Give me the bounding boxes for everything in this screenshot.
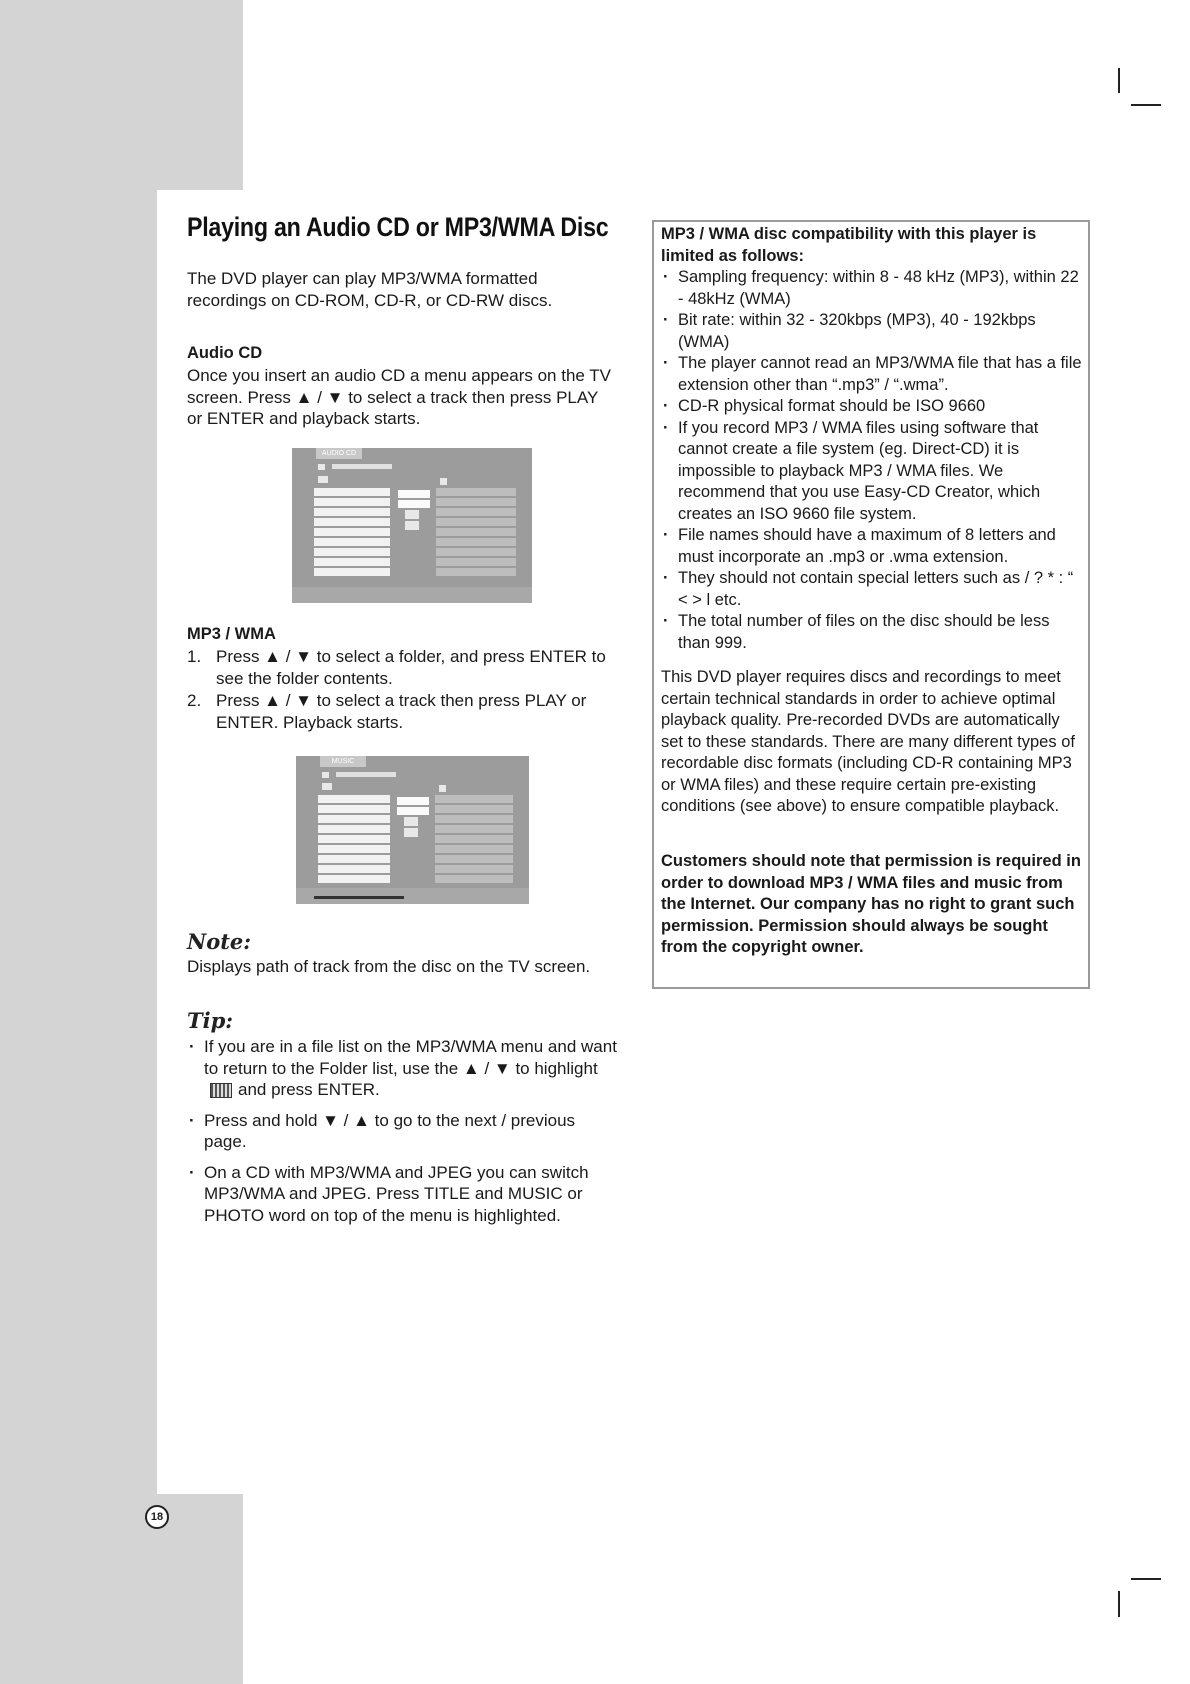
screen-tab-label: AUDIO CD bbox=[316, 448, 362, 459]
track-row bbox=[314, 548, 390, 556]
screen-status-bar bbox=[336, 772, 396, 777]
audio-cd-menu-screenshot bbox=[292, 448, 532, 603]
crop-mark-top-horizontal bbox=[1131, 104, 1161, 106]
program-row bbox=[435, 845, 513, 853]
compat-item: · They should not contain special letters such as / ? * : “ < > l etc. bbox=[661, 568, 1086, 611]
track-row bbox=[314, 558, 390, 566]
compatibility-heading: MP3 / WMA disc compatibility with this player is limited as follows: bbox=[661, 225, 1037, 265]
file-row bbox=[318, 825, 390, 833]
note-text: Displays path of track from the disc on the TV screen. bbox=[187, 957, 591, 976]
compat-item: · Sampling frequency: within 8 - 48 kHz (MP3), within 22 - 48kHz (WMA) bbox=[661, 267, 1086, 310]
note-heading: Note: bbox=[187, 929, 252, 954]
audio-cd-heading: Audio CD bbox=[187, 344, 263, 362]
standards-text: This DVD player requires discs and recordings to meet certain technical standards in order to achieve optimal playback quality. Pre-recorded DVDs are automatically set to these standards. There are many different types of recordable disc formats (including CD-R containing MP3 or WMA files) and these require certain pre-existing conditions (see above) to ensure compatible playback. bbox=[661, 668, 1075, 815]
file-row bbox=[318, 845, 390, 853]
step-number: 1. bbox=[187, 647, 202, 666]
crop-mark-bottom-horizontal bbox=[1131, 1578, 1161, 1580]
tip-item-text: On a CD with MP3/WMA and JPEG you can switch MP3/WMA and JPEG. Press TITLE and MUSIC or PHOTO word on top of the menu is highlighted. bbox=[204, 1162, 589, 1225]
file-row bbox=[318, 835, 390, 843]
program-row bbox=[435, 795, 513, 803]
program-icon bbox=[440, 478, 447, 485]
shuffle-icon bbox=[404, 828, 418, 837]
track-row bbox=[314, 528, 390, 536]
track-row bbox=[314, 498, 390, 506]
add-button bbox=[398, 490, 430, 498]
add-button bbox=[397, 797, 429, 805]
compat-item: · The player cannot read an MP3/WMA file that has a file extension other than “.mp3” / “.wma”. bbox=[661, 353, 1086, 396]
step-item bbox=[187, 646, 617, 689]
intro-text: The DVD player can play MP3/WMA formatted recordings on CD-ROM, CD-R, or CD-RW discs. bbox=[187, 269, 553, 310]
disc-icon bbox=[322, 772, 329, 778]
tip-item bbox=[187, 1036, 617, 1101]
repeat-icon bbox=[405, 510, 419, 519]
audio-cd-text: Once you insert an audio CD a menu appears on the TV screen. Press ▲ / ▼ to select a track then press PLAY or ENTER and playback starts. bbox=[187, 366, 611, 428]
shuffle-icon bbox=[405, 521, 419, 530]
screen-status-bar bbox=[332, 464, 392, 469]
list-icon bbox=[318, 476, 328, 483]
page-title: Playing an Audio CD or MP3/WMA Disc bbox=[187, 212, 609, 242]
program-row bbox=[436, 548, 516, 556]
compat-item: · The total number of files on the disc should be less than 999. bbox=[661, 611, 1086, 654]
program-row bbox=[435, 805, 513, 813]
tip-heading: Tip: bbox=[187, 1008, 234, 1033]
margin-band-bottom bbox=[0, 1494, 243, 1684]
step-number: 2. bbox=[187, 691, 202, 710]
program-row bbox=[436, 498, 516, 506]
program-icon bbox=[439, 785, 446, 792]
screen-tab-label: MUSIC bbox=[320, 756, 366, 767]
program-row bbox=[436, 488, 516, 496]
margin-band-left bbox=[0, 190, 157, 1494]
page-number: 18 bbox=[145, 1505, 169, 1529]
track-row bbox=[314, 488, 390, 496]
disc-icon bbox=[318, 464, 325, 470]
program-row bbox=[435, 865, 513, 873]
compat-item: · If you record MP3 / WMA files using software that cannot create a file system (eg. Direct-CD) it is impossible to playback MP3 / WMA files. We recommend that you use Easy-CD Creator, which creates an ISO 9660 file system. bbox=[661, 418, 1086, 526]
tip-item-text: Press and hold ▼ / ▲ to go to the next / previous page. bbox=[204, 1110, 576, 1151]
clear-button bbox=[397, 807, 429, 815]
tip-item bbox=[187, 1110, 617, 1153]
program-row bbox=[436, 518, 516, 526]
clear-button bbox=[398, 500, 430, 508]
step-item bbox=[187, 690, 617, 733]
program-row bbox=[435, 835, 513, 843]
program-row bbox=[436, 528, 516, 536]
program-row bbox=[435, 815, 513, 823]
track-row bbox=[314, 568, 390, 576]
program-row bbox=[435, 875, 513, 883]
margin-band-top bbox=[0, 0, 243, 190]
compat-item: · CD-R physical format should be ISO 9660 bbox=[661, 396, 1086, 418]
file-row bbox=[318, 865, 390, 873]
file-row bbox=[318, 875, 390, 883]
compat-item: · Bit rate: within 32 - 320kbps (MP3), 40 - 192kbps (WMA) bbox=[661, 310, 1086, 353]
tip-item-text: and press ENTER. bbox=[238, 1080, 380, 1099]
crop-mark-top-vertical bbox=[1118, 68, 1120, 93]
tip-list bbox=[187, 1036, 617, 1235]
mp3-wma-heading: MP3 / WMA bbox=[187, 625, 276, 643]
step-text: Press ▲ / ▼ to select a track then press PLAY or ENTER. Playback starts. bbox=[216, 691, 587, 732]
folder-return-icon bbox=[210, 1083, 232, 1098]
track-row bbox=[314, 508, 390, 516]
repeat-icon bbox=[404, 817, 418, 826]
compatibility-list bbox=[661, 267, 1086, 654]
program-row bbox=[436, 508, 516, 516]
step-text: Press ▲ / ▼ to select a folder, and press ENTER to see the folder contents. bbox=[216, 647, 606, 688]
mp3-menu-screenshot bbox=[296, 756, 529, 904]
list-icon bbox=[322, 783, 332, 790]
mp3-wma-steps bbox=[187, 646, 617, 734]
compat-item: · File names should have a maximum of 8 letters and must incorporate an .mp3 or .wma extension. bbox=[661, 525, 1086, 568]
screen-footer bbox=[292, 587, 532, 603]
program-row bbox=[436, 568, 516, 576]
file-row bbox=[318, 815, 390, 823]
track-path-bar bbox=[314, 896, 404, 899]
program-row bbox=[435, 825, 513, 833]
file-row bbox=[318, 795, 390, 803]
track-row bbox=[314, 518, 390, 526]
program-row bbox=[436, 538, 516, 546]
tip-item bbox=[187, 1162, 617, 1227]
track-row bbox=[314, 538, 390, 546]
tip-item-text: If you are in a file list on the MP3/WMA menu and want to return to the Folder list, use the ▲ / ▼ to highlight bbox=[204, 1037, 617, 1078]
program-row bbox=[435, 855, 513, 863]
file-row bbox=[318, 805, 390, 813]
permission-notice: Customers should note that permission is required in order to download MP3 / WMA files and music from the Internet. Our company has no right to grant such permission. Permission should always be sought from the copyright owner. bbox=[661, 852, 1081, 956]
file-row bbox=[318, 855, 390, 863]
program-row bbox=[436, 558, 516, 566]
crop-mark-bottom-vertical bbox=[1118, 1591, 1120, 1617]
